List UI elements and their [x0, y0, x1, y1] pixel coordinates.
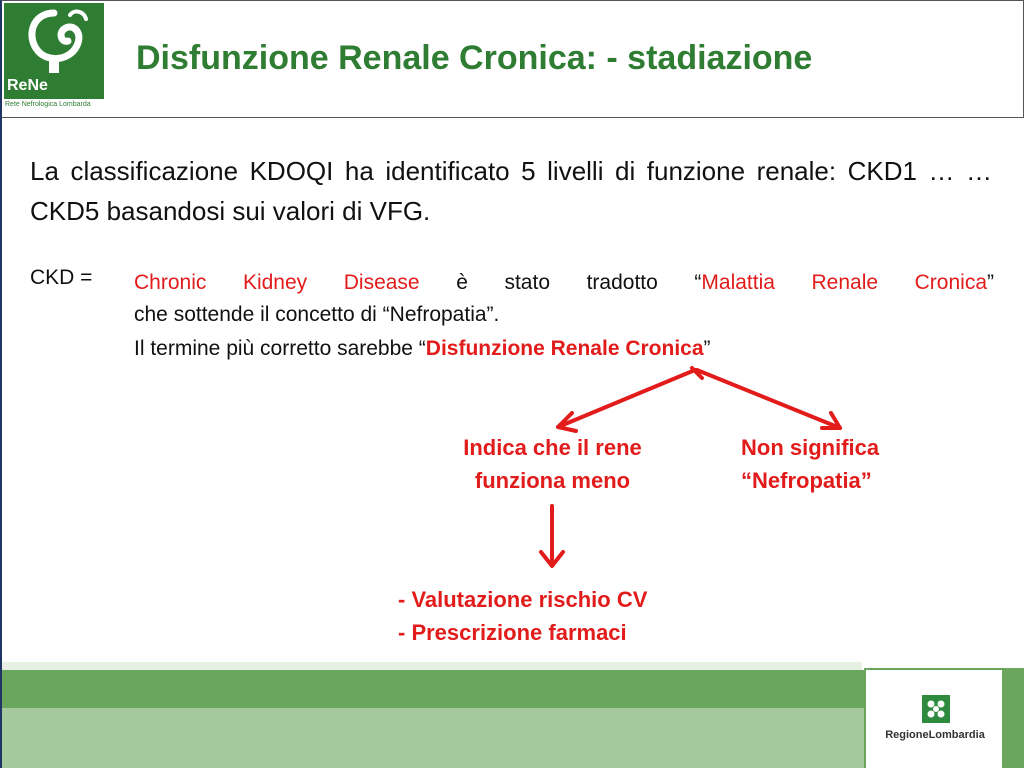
arrow-split-left — [558, 370, 695, 427]
lombardia-rose-icon — [922, 695, 950, 723]
footer-brand: RegioneLombardia — [885, 729, 985, 741]
branch-right-line2: “Nefropatia” — [741, 468, 872, 493]
ckd-english-term: Chronic Kidney Disease — [134, 271, 420, 294]
branch-right-line1: Non significa — [741, 435, 880, 460]
logo-subtitle: Rete Nefrologica Lombarda — [5, 101, 91, 108]
branch-left — [420, 431, 685, 497]
consequence-item: - Prescrizione farmaci — [398, 620, 627, 645]
ckd-italian-term: Malattia Renale Cronica — [701, 271, 988, 294]
footer-green-band — [2, 670, 864, 708]
ckd-definition-line2: che sottende il concetto di “Nefropatia”. — [134, 303, 500, 326]
ckd-close-quote: ” — [987, 271, 995, 294]
ckd-translated-text: è stato tradotto “ — [419, 271, 702, 294]
arrow-split-right — [697, 370, 840, 428]
intro-paragraph: La classificazione KDOQI ha identificato 5 livelli di funzione renale: CKD1 … … CKD5 basandosi sui valori di VFG. — [30, 156, 992, 226]
consequence-item: - Valutazione rischio CV — [398, 587, 648, 612]
ckd-line3-suffix: ” — [703, 337, 711, 360]
footer-light-strip — [2, 662, 862, 670]
ckd-label: CKD = — [30, 266, 93, 289]
branch-right — [741, 431, 941, 497]
branch-left-line1: Indica che il rene — [463, 435, 642, 460]
page-title: Disfunzione Renale Cronica: - stadiazione — [136, 39, 813, 77]
ckd-line3-prefix: Il termine più corretto sarebbe “ — [134, 337, 426, 360]
consequences-list — [398, 583, 647, 649]
branch-left-line2: funziona meno — [474, 468, 631, 493]
logo-name: ReNe — [7, 77, 48, 94]
footer-light-band — [2, 708, 864, 768]
preferred-term: Disfunzione Renale Cronica — [425, 337, 704, 360]
